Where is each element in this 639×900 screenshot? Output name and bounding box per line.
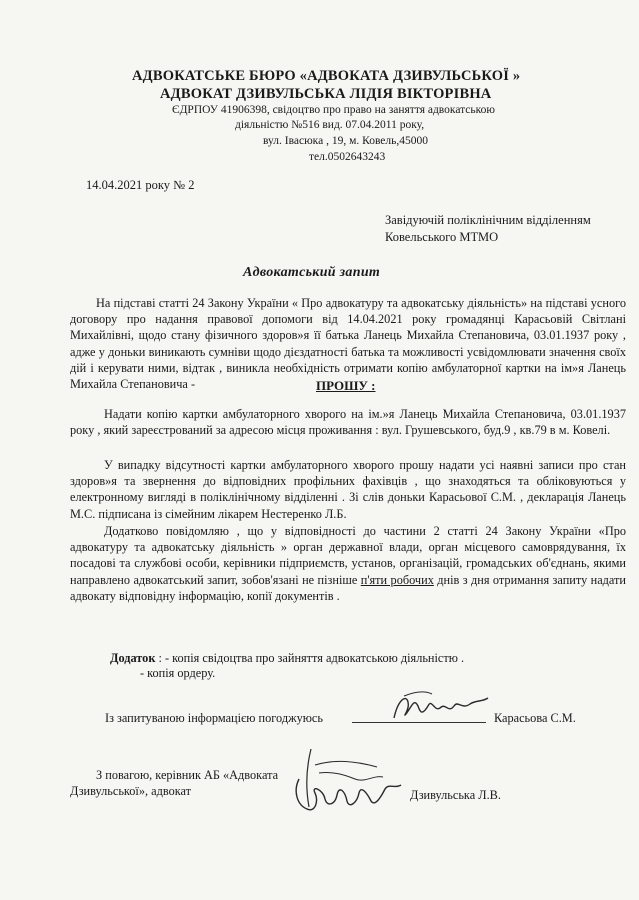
attachment-item-2: - копія ордеру.: [140, 666, 216, 680]
attachments: [110, 650, 464, 666]
registration-info: ЄДРПОУ 41906398, свідоцтво про право на заняття адвокатською: [172, 104, 495, 116]
lawyer-name: АДВОКАТ ДЗИВУЛЬСЬКА ЛІДІЯ ВІКТОРІВНА: [160, 86, 492, 102]
notice-end: днів з дня отримання запиту надати адвокату відповідну інформацію, копії документів .: [70, 572, 627, 603]
addressee-line2: Ковельського МТМО: [385, 230, 499, 244]
notice-main: Додатково повідомляю , що у відповідності до частини 2 статті 24 Закону України «Про адвокатуру та адвокатську діяльність » орган державної влади, орган місцевого самоврядування, їх посадові та службові особи, керівники підприємств, установ, організацій, громадських об'єднань, якими направлено адвокатський запит, зобов'язані не пізніше: [70, 524, 626, 587]
closing-line1: З повагою, керівник АБ «Адвоката: [96, 768, 279, 782]
paragraph-alternative: У випадку відсутності картки амбулаторного хворого прошу надати усі наявні записи про стан здоров»я та звернення до відповідних профільних фахівців , що знаходяться та обліковуються у електронному вигляді в поліклінічному відділенні . Зі слів доньки Карасьової С.М. , декларація Ланець М.С. підписана із сімейним лікарем Нестеренко Л.Б.: [70, 458, 626, 521]
paragraph-request: Надати копію картки амбулаторного хворого на ім.»я Ланець Михайла Степановича, 03.01.1937 року , який зареєстрований за адресою місця проживання : вул. Грушевського, буд.9 , кв.79 в м. Ковелі.: [70, 407, 626, 438]
closing-line2: Дзивульської», адвокат: [70, 784, 192, 798]
attachments-label: Додаток: [110, 651, 156, 665]
bureau-name: АДВОКАТСЬКЕ БЮРО «АДВОКАТА ДЗИВУЛЬСЬКОЇ »: [132, 68, 521, 84]
client-signature-icon: [384, 688, 494, 728]
paragraph-basis: На підставі статті 24 Закону України « Про адвокатуру та адвокатську діяльність» на підставі усного договору про надання правової допомоги від 14.04.2021 року громадянці Карасьовій Світлані Михайлівні, щодо стану фізичного здоров»я її батька Ланець Михайла Степановича, 03.01.1937 року , адже у доньки виникають сумніви щодо дієздатності батька та можливості усвідомлювати значення своїх дій і керувати ними, відтак , виникла необхідність отримати копію амбулаторної картки на ім»я Ланець Михайла Степановича -: [70, 296, 626, 392]
addressee: [385, 212, 620, 246]
agreement-name: Карасьова С.М.: [494, 711, 576, 725]
license-info: діяльністю №516 вид. 07.04.2011 року,: [235, 119, 425, 131]
agreement-text: Із запитуваною інформацією погоджуюсь: [105, 711, 323, 725]
date-number: 14.04.2021 року № 2: [86, 178, 195, 192]
lawyer-signature-icon: [285, 745, 415, 820]
paragraph-legal-notice: [70, 523, 626, 604]
phone: тел.0502643243: [309, 151, 386, 163]
addressee-line1: Завідуючій поліклінічним відділенням: [385, 213, 591, 227]
office-address: вул. Івасюка , 19, м. Ковель,45000: [263, 135, 429, 147]
document-title: Адвокатський запит: [243, 265, 381, 280]
notice-deadline: п'яти робочих: [360, 572, 434, 587]
request-heading: ПРОШУ :: [316, 378, 376, 393]
attachment-item-1: : - копія свідоцтва про зайняття адвокатською діяльністю .: [155, 651, 465, 665]
lawyer-signature-name: Дзивульська Л.В.: [410, 788, 501, 802]
